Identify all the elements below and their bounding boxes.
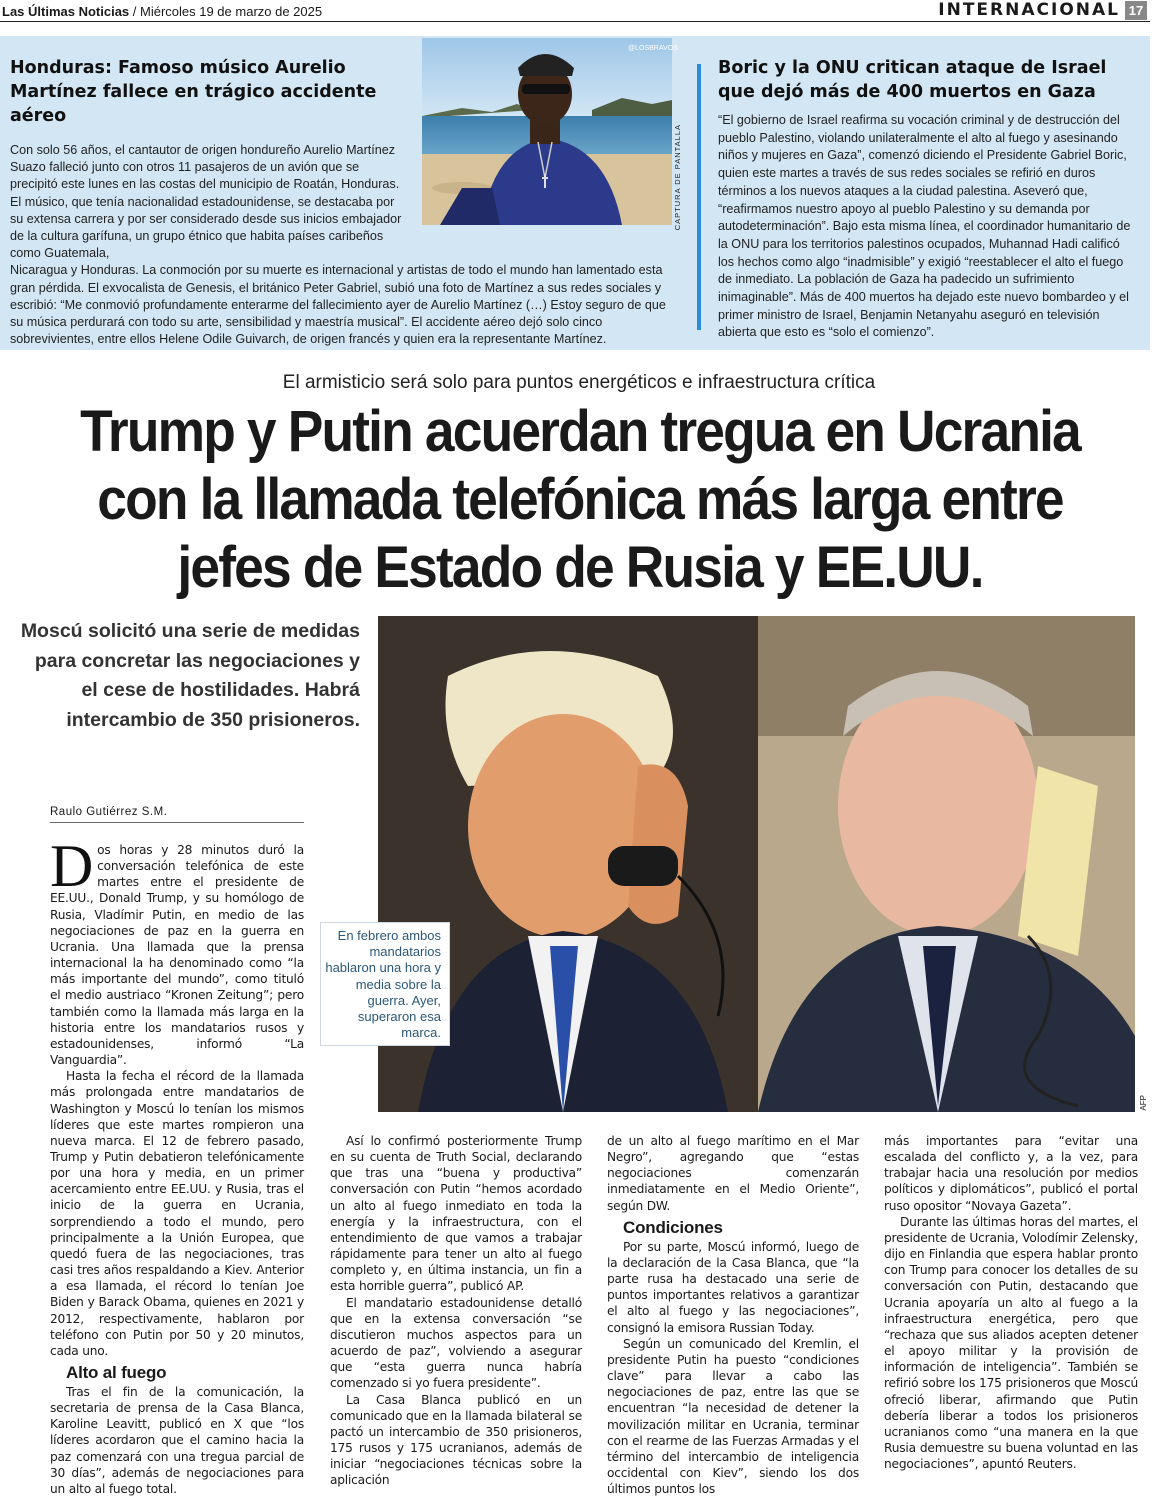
masthead bbox=[0, 0, 1150, 22]
trump-putin-phone-image bbox=[378, 616, 1135, 1112]
subhead-alto-al-fuego: Alto al fuego bbox=[66, 1363, 167, 1382]
article-column-1 bbox=[50, 833, 304, 1497]
article-paragraph: La Casa Blanca publicó en un comunicado que en la llamada bilateral se pactó un intercambio de 350 prisioneros, 175 rusos y 175 ucranianos, además de iniciar “negociaciones técnicas sobre la aplicación bbox=[330, 1392, 582, 1488]
headline-line: jefes de Estado de Rusia y EE.UU. bbox=[177, 535, 983, 600]
article-paragraph bbox=[50, 833, 304, 1068]
article-paragraph: Durante las últimas horas del martes, el presidente de Ucrania, Volodímir Zelensky, dijo en Finlandia que espera hablar pronto con Trump para conocer los detalles de su conversación con Putin, destacando que Ucrania apoyaría un alto al fuego a la infraestructura energética, pero que “rechaza que sus aliados acepten detener el apoyo militar y la provisión de información de inteligencia”. También se refirió sobre los 175 prisioneros que Moscú ofreció liberar, afirmando que Putin debería liberar a todos los prisioneros ucranianos como “una manera en la que Rusia demuestre su buena voluntad en las negociaciones”, apuntó Reuters. bbox=[884, 1214, 1138, 1472]
brief-honduras-body-narrow: Con solo 56 años, el cantautor de origen hondureño Aurelio Martínez Suazo falleció junto con otros 11 pasajeros de un avión que se precipitó este lunes en las costas del municipio de Roatán, Honduras. El músico, que tenía nacionalidad estadounidense, se destacaba por su extensa carrera y por ser considerado desde sus inicios embajador de la cultura garífuna, un grupo étnico que habita países caribeños como Guatemala, bbox=[10, 143, 402, 261]
article-paragraph: Según un comunicado del Kremlin, el presidente Putin ha puesto “condiciones clave” para llevar a cabo las negociaciones de paz, entre las que se encuentran “la necesidad de detener la movilización militar en Ucrania, terminar con el rearme de las Fuerzas Armadas y el término del intercambio de inteligencia occidental con Kiev”, siendo los dos últimos puntos los bbox=[607, 1336, 859, 1497]
brief-honduras-body-wide: Nicaragua y Honduras. La conmoción por su muerte es internacional y artistas de todo el mundo han lamentado esta gran pérdida. El exvocalista de Genesis, el británico Peter Gabriel, subió una foto de Martínez a sus redes sociales y escribió: “Me conmovió profundamente enterarme del fallecimiento ayer de Aurelio Martínez (…) Estoy seguro de que su música perdurará con todo su arte, sensibilidad y maestría musical”. El accidente aéreo dejó solo cinco sobrevivientes, entre ellos Helene Odile Guivarch, de origen francés y quien era la representante Martínez. bbox=[10, 263, 666, 347]
article-paragraph: El mandatario estadounidense detalló que en la extensa conversación “se discutieron muchos aspectos para un acuerdo de paz”, volviendo a asegurar que “esta guerra nunca habría comenzado si yo fuera presidente”. bbox=[330, 1295, 582, 1391]
drop-cap: D bbox=[50, 833, 94, 899]
paragraph-text: os horas y 28 minutos duró la conversación telefónica de este martes entre el presidente de EE.UU., Donald Trump, y su homólogo de Rusia, Vladímir Putin, en medio de las negociaciones de paz en la guerra en Ucrania. Una llamada que la prensa internacional la ha denominado como “la más importante del mundo”, como tituló el medio austriaco “Kronen Zeitung”; pero también como la llamada más larga en la historia entre los mandatarios rusos y estadounidenses, informó “La Vanguardia”. bbox=[50, 843, 304, 1068]
brief-gaza bbox=[718, 56, 1138, 342]
article-paragraph: de un alto al fuego marítimo en el Mar Negro”, agregando que “estas negociaciones comenzarán inmediatamente en el Medio Oriente”, según DW. bbox=[607, 1134, 859, 1213]
brief-gaza-body: “El gobierno de Israel reafirma su vocación criminal y de destrucción del pueblo Palestino, violando unilateralmente el alto al fuego y asesinando niños y mujeres en Gaza”, comenzó diciendo el Presidente Gabriel Boric, quien este martes a través de sus redes sociales se refirió en duros términos a los nuevos ataques a la ciudad palestina. Aseveró que, “reafirmamos nuestro apoyo al pueblo Palestino y su demanda por autodeterminación”. Bajo esta misma línea, el coordinador humanitario de la ONU para los territorios palestinos ocupados, Muhannad Hadi calificó los hechos como algo “inadmisible” y exigió “reestablecer el alto el fuego de inmediato. La población de Gaza ha padecido un sufrimiento inimaginable”. Más de 400 muertos ha dejado este nuevo bombardeo y el primer ministro de Israel, Benjamin Netanyahu aseguró en televisión abierta que esto es “solo el comienzo”. bbox=[718, 113, 1131, 340]
main-headline bbox=[46, 398, 1113, 602]
photo-credit-afp: AFP bbox=[1139, 1095, 1148, 1111]
headline-line: Trump y Putin acuerdan tregua en Ucrania bbox=[80, 399, 1080, 464]
article-paragraph: Por su parte, Moscú informó, luego de la declaración de la Casa Blanca, que “la parte rusa ha destacado una serie de puntos importantes relativos a garantizar el alto al fuego y las negociaciones”, consignó la emisora Russian Today. bbox=[607, 1239, 859, 1335]
photo-credit-honduras: CAPTURA DE PANTALLA bbox=[673, 124, 682, 231]
article-column-4 bbox=[884, 1133, 1138, 1472]
main-kicker: El armisticio será solo para puntos energéticos e infraestructura crítica bbox=[282, 372, 876, 393]
article-column-2 bbox=[330, 1133, 582, 1488]
brief-divider-bar bbox=[697, 64, 701, 330]
publication-name: Las Últimas Noticias bbox=[2, 4, 130, 19]
brief-honduras-title: Honduras: Famoso músico Aurelio Martínez fallece en trágico accidente aéreo bbox=[10, 58, 377, 126]
subhead-condiciones: Condiciones bbox=[623, 1217, 723, 1237]
headline-line: con la llamada telefónica más larga entre bbox=[97, 467, 1063, 532]
article-paragraph: más importantes para “evitar una escalada del conflicto y, a la vez, para trabajar hacia una resolución por medios políticos y diplomáticos”, publicó el portal ruso opositor “Novaya Gazeta”. bbox=[884, 1134, 1138, 1213]
publication-dateline: Las Últimas Noticias / Miércoles 19 de marzo de 2025 bbox=[2, 4, 323, 19]
photo-trump-putin bbox=[378, 616, 1135, 1112]
article-paragraph: Tras el fin de la comunicación, la secretaria de prensa de la Casa Blanca, Karoline Leavitt, publicó en X que “los líderes acordaron que el camino hacia la paz comenzará con una tregua parcial de 30 días”, además de negociaciones para un alto al fuego total. bbox=[50, 1385, 304, 1496]
photo-caption: En febrero ambos mandatarios hablaron una hora y media sobre la guerra. Ayer, superaron esa marca. bbox=[320, 922, 450, 1046]
byline: Raulo Gutiérrez S.M. bbox=[50, 806, 304, 823]
photo-watermark: @LOSBRAVOS bbox=[628, 45, 678, 52]
section-title: INTERNACIONAL bbox=[938, 0, 1120, 20]
article-paragraph: Así lo confirmó posteriormente Trump en su cuenta de Truth Social, declarando que tras una “buena y productiva” conversación con Putin “hemos acordado un alto al fuego inmediato en toda la energía y la infraestructura, con el entendimiento de que vamos a trabajar rápidamente para tener un alto al fuego completo y, en última instancia, un fin a esta horrible guerra”, publicó AP. bbox=[330, 1134, 582, 1294]
brief-gaza-title: Boric y la ONU critican ataque de Israel que dejó más de 400 muertos en Gaza bbox=[718, 58, 1107, 102]
issue-date: Miércoles 19 de marzo de 2025 bbox=[140, 4, 323, 19]
page-number: 17 bbox=[1125, 1, 1147, 20]
article-paragraph: Hasta la fecha el récord de la llamada más prolongada entre mandatarios de Washington y Moscú lo tenían los mismos líderes que este martes rompieron una nueva marca. El 12 de febrero pasado, Trump y Putin debatieron telefónicamente por una hora y media, en un primer acercamiento entre EE.UU. y Rusia, tras el inicio de la guerra en Ucrania, sorprendiendo a todo el mundo, pero principalmente a la Unión Europea, que quedó fuera de las negociaciones, tras casi tres años respaldando a Kiev. Anterior a esa llamada, el récord lo tenían Joe Biden y Barack Obama, quienes en 2021 y 2012, respectivamente, hablaron por teléfono con Putin por 50 y 20 minutos, cada uno. bbox=[50, 1069, 304, 1358]
article-column-3 bbox=[607, 1133, 859, 1497]
main-deck: Moscú solicitó una serie de medidas para concretar las negociaciones y el cese de hostilidades. Habrá intercambio de 350 prisioneros. bbox=[20, 620, 360, 731]
